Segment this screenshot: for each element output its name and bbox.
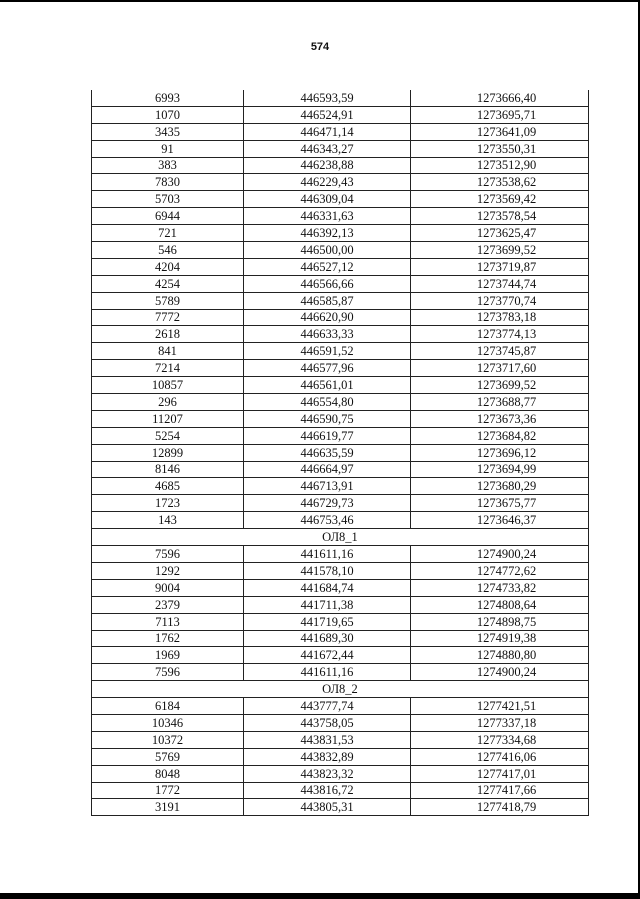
y-coordinate-cell: 1273673,36 [411, 410, 589, 427]
point-number-cell: 1762 [92, 630, 244, 647]
table-row [92, 765, 589, 782]
x-coordinate-cell: 443758,05 [244, 714, 411, 731]
point-number-cell: 5769 [92, 748, 244, 765]
table-row [92, 546, 589, 563]
point-number-cell: 6993 [92, 90, 244, 106]
table-row [92, 140, 589, 157]
table-row [92, 630, 589, 647]
table-row [92, 461, 589, 478]
point-number-cell: 1070 [92, 106, 244, 123]
x-coordinate-cell: 441578,10 [244, 562, 411, 579]
table-row [92, 106, 589, 123]
table-row [92, 258, 589, 275]
x-coordinate-cell: 446619,77 [244, 427, 411, 444]
point-number-cell: 5789 [92, 292, 244, 309]
y-coordinate-cell: 1273550,31 [411, 140, 589, 157]
table-row [92, 444, 589, 461]
x-coordinate-cell: 443805,31 [244, 799, 411, 816]
x-coordinate-cell: 443777,74 [244, 698, 411, 715]
point-number-cell: 5703 [92, 191, 244, 208]
x-coordinate-cell: 446471,14 [244, 123, 411, 140]
x-coordinate-cell: 446633,33 [244, 326, 411, 343]
x-coordinate-cell: 446591,52 [244, 343, 411, 360]
x-coordinate-cell: 446229,43 [244, 174, 411, 191]
y-coordinate-cell: 1274900,24 [411, 546, 589, 563]
x-coordinate-cell: 446527,12 [244, 258, 411, 275]
point-number-cell: 7830 [92, 174, 244, 191]
point-number-cell: 5254 [92, 427, 244, 444]
point-number-cell: 296 [92, 394, 244, 411]
coordinates-table-body [92, 90, 589, 816]
y-coordinate-cell: 1273719,87 [411, 258, 589, 275]
table-row [92, 157, 589, 174]
point-number-cell: 383 [92, 157, 244, 174]
x-coordinate-cell: 446713,91 [244, 478, 411, 495]
table-row [92, 647, 589, 664]
table-row [92, 90, 589, 106]
point-number-cell: 7596 [92, 664, 244, 681]
y-coordinate-cell: 1273569,42 [411, 191, 589, 208]
y-coordinate-cell: 1273699,52 [411, 377, 589, 394]
x-coordinate-cell: 446392,13 [244, 225, 411, 242]
table-row [92, 191, 589, 208]
y-coordinate-cell: 1274733,82 [411, 579, 589, 596]
y-coordinate-cell: 1273744,74 [411, 275, 589, 292]
y-coordinate-cell: 1273770,74 [411, 292, 589, 309]
x-coordinate-cell: 446343,27 [244, 140, 411, 157]
table-row [92, 512, 589, 529]
table-row [92, 275, 589, 292]
point-number-cell: 3435 [92, 123, 244, 140]
table-row [92, 579, 589, 596]
point-number-cell: 3191 [92, 799, 244, 816]
point-number-cell: 841 [92, 343, 244, 360]
x-coordinate-cell: 446238,88 [244, 157, 411, 174]
y-coordinate-cell: 1273680,29 [411, 478, 589, 495]
section-title: ОЛ8_1 [92, 529, 589, 546]
section-header-row [92, 529, 589, 546]
y-coordinate-cell: 1274919,38 [411, 630, 589, 647]
x-coordinate-cell: 446753,46 [244, 512, 411, 529]
point-number-cell: 7113 [92, 613, 244, 630]
point-number-cell: 721 [92, 225, 244, 242]
y-coordinate-cell: 1277416,06 [411, 748, 589, 765]
table-row [92, 343, 589, 360]
table-row [92, 326, 589, 343]
x-coordinate-cell: 446524,91 [244, 106, 411, 123]
table-row [92, 427, 589, 444]
point-number-cell: 143 [92, 512, 244, 529]
table-row [92, 292, 589, 309]
x-coordinate-cell: 446554,80 [244, 394, 411, 411]
point-number-cell: 9004 [92, 579, 244, 596]
y-coordinate-cell: 1273684,82 [411, 427, 589, 444]
point-number-cell: 8048 [92, 765, 244, 782]
x-coordinate-cell: 441711,38 [244, 596, 411, 613]
point-number-cell: 8146 [92, 461, 244, 478]
y-coordinate-cell: 1277334,68 [411, 731, 589, 748]
point-number-cell: 1969 [92, 647, 244, 664]
y-coordinate-cell: 1273646,37 [411, 512, 589, 529]
table-row [92, 664, 589, 681]
x-coordinate-cell: 441684,74 [244, 579, 411, 596]
x-coordinate-cell: 446664,97 [244, 461, 411, 478]
y-coordinate-cell: 1273625,47 [411, 225, 589, 242]
scan-border-bottom [0, 893, 640, 899]
table-row [92, 714, 589, 731]
point-number-cell: 2379 [92, 596, 244, 613]
table-row [92, 123, 589, 140]
table-row [92, 495, 589, 512]
table-row [92, 731, 589, 748]
x-coordinate-cell: 443816,72 [244, 782, 411, 799]
point-number-cell: 6184 [92, 698, 244, 715]
table-row [92, 596, 589, 613]
table-row [92, 394, 589, 411]
table-row [92, 208, 589, 225]
x-coordinate-cell: 446500,00 [244, 242, 411, 259]
table-row [92, 799, 589, 816]
y-coordinate-cell: 1273695,71 [411, 106, 589, 123]
y-coordinate-cell: 1277417,66 [411, 782, 589, 799]
point-number-cell: 7596 [92, 546, 244, 563]
point-number-cell: 10372 [92, 731, 244, 748]
coordinates-table [91, 90, 589, 816]
point-number-cell: 11207 [92, 410, 244, 427]
table-row [92, 377, 589, 394]
y-coordinate-cell: 1277417,01 [411, 765, 589, 782]
point-number-cell: 10857 [92, 377, 244, 394]
y-coordinate-cell: 1277337,18 [411, 714, 589, 731]
point-number-cell: 1292 [92, 562, 244, 579]
table-row [92, 410, 589, 427]
y-coordinate-cell: 1273578,54 [411, 208, 589, 225]
x-coordinate-cell: 441719,65 [244, 613, 411, 630]
x-coordinate-cell: 443831,53 [244, 731, 411, 748]
x-coordinate-cell: 446590,75 [244, 410, 411, 427]
point-number-cell: 1723 [92, 495, 244, 512]
section-header-row [92, 681, 589, 698]
x-coordinate-cell: 446331,63 [244, 208, 411, 225]
y-coordinate-cell: 1273675,77 [411, 495, 589, 512]
table-row [92, 225, 589, 242]
x-coordinate-cell: 441672,44 [244, 647, 411, 664]
y-coordinate-cell: 1273783,18 [411, 309, 589, 326]
point-number-cell: 7772 [92, 309, 244, 326]
scan-border-top [0, 0, 640, 2]
x-coordinate-cell: 446635,59 [244, 444, 411, 461]
x-coordinate-cell: 446566,66 [244, 275, 411, 292]
y-coordinate-cell: 1277418,79 [411, 799, 589, 816]
table-row [92, 698, 589, 715]
table-row [92, 242, 589, 259]
point-number-cell: 2618 [92, 326, 244, 343]
y-coordinate-cell: 1273774,13 [411, 326, 589, 343]
x-coordinate-cell: 441611,16 [244, 546, 411, 563]
point-number-cell: 12899 [92, 444, 244, 461]
section-title: ОЛ8_2 [92, 681, 589, 698]
page-number: 574 [310, 41, 330, 53]
table-row [92, 174, 589, 191]
x-coordinate-cell: 446577,96 [244, 360, 411, 377]
y-coordinate-cell: 1274772,62 [411, 562, 589, 579]
y-coordinate-cell: 1273538,62 [411, 174, 589, 191]
y-coordinate-cell: 1273641,09 [411, 123, 589, 140]
x-coordinate-cell: 446561,01 [244, 377, 411, 394]
x-coordinate-cell: 441689,30 [244, 630, 411, 647]
table-row [92, 309, 589, 326]
point-number-cell: 4204 [92, 258, 244, 275]
point-number-cell: 7214 [92, 360, 244, 377]
y-coordinate-cell: 1274808,64 [411, 596, 589, 613]
x-coordinate-cell: 446620,90 [244, 309, 411, 326]
x-coordinate-cell: 446585,87 [244, 292, 411, 309]
point-number-cell: 6944 [92, 208, 244, 225]
point-number-cell: 4685 [92, 478, 244, 495]
point-number-cell: 1772 [92, 782, 244, 799]
point-number-cell: 91 [92, 140, 244, 157]
y-coordinate-cell: 1273717,60 [411, 360, 589, 377]
table-row [92, 360, 589, 377]
y-coordinate-cell: 1277421,51 [411, 698, 589, 715]
y-coordinate-cell: 1274898,75 [411, 613, 589, 630]
y-coordinate-cell: 1273745,87 [411, 343, 589, 360]
y-coordinate-cell: 1273666,40 [411, 90, 589, 106]
y-coordinate-cell: 1273694,99 [411, 461, 589, 478]
y-coordinate-cell: 1274900,24 [411, 664, 589, 681]
y-coordinate-cell: 1273696,12 [411, 444, 589, 461]
table-row [92, 562, 589, 579]
point-number-cell: 546 [92, 242, 244, 259]
point-number-cell: 4254 [92, 275, 244, 292]
table-row [92, 478, 589, 495]
y-coordinate-cell: 1274880,80 [411, 647, 589, 664]
point-number-cell: 10346 [92, 714, 244, 731]
table-row [92, 748, 589, 765]
y-coordinate-cell: 1273699,52 [411, 242, 589, 259]
x-coordinate-cell: 441611,16 [244, 664, 411, 681]
x-coordinate-cell: 446593,59 [244, 90, 411, 106]
y-coordinate-cell: 1273512,90 [411, 157, 589, 174]
table-row [92, 782, 589, 799]
x-coordinate-cell: 446729,73 [244, 495, 411, 512]
x-coordinate-cell: 443832,89 [244, 748, 411, 765]
x-coordinate-cell: 443823,32 [244, 765, 411, 782]
table-row [92, 613, 589, 630]
x-coordinate-cell: 446309,04 [244, 191, 411, 208]
y-coordinate-cell: 1273688,77 [411, 394, 589, 411]
